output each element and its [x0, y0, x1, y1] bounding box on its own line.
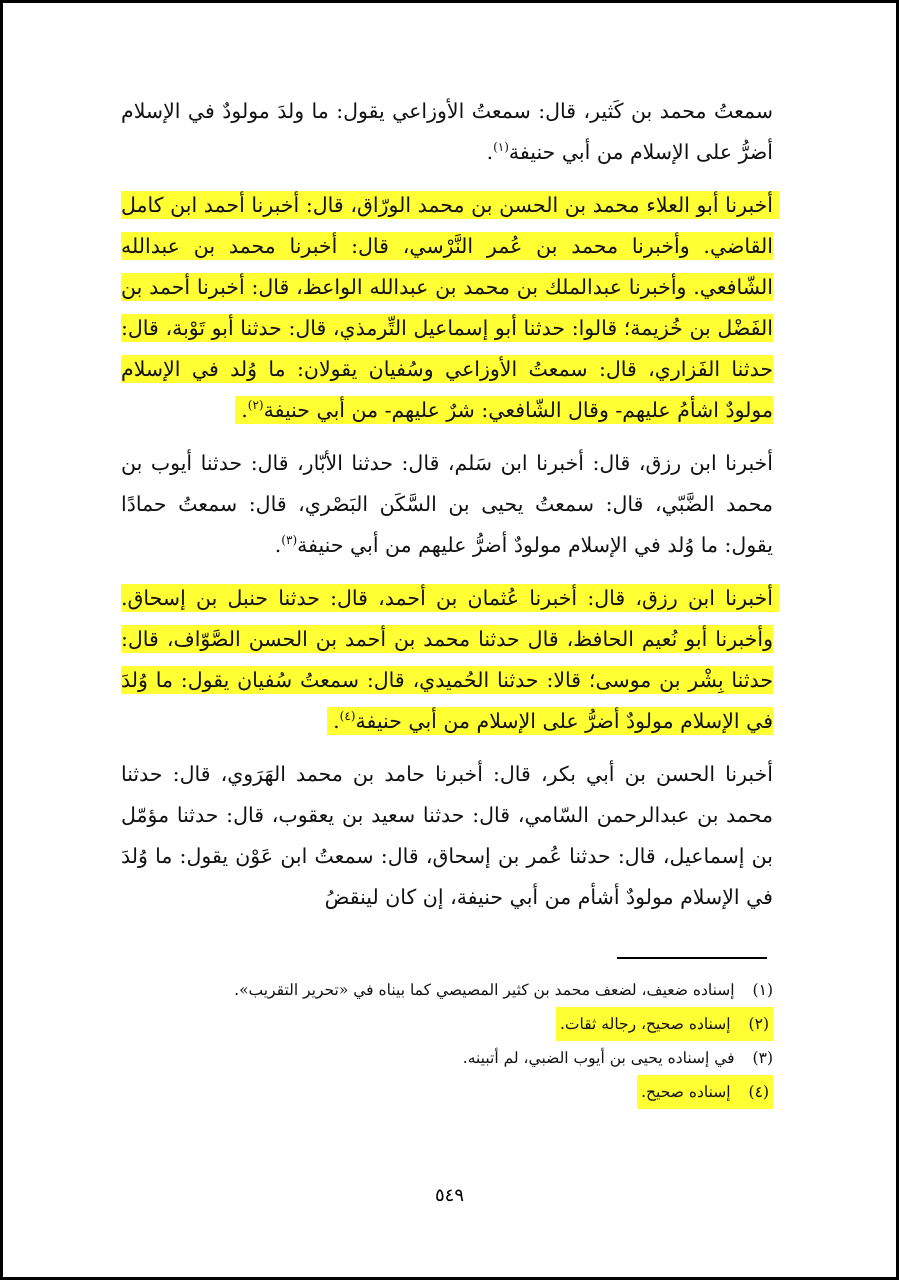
paragraph-4-highlighted: أخبرنا ابن رزق، قال: أخبرنا عُثمان بن أحمد، قال: حدثنا حنبل بن إسحاق. وأخبرنا أبو نُعيم الحافظ، قال حدثنا محمد بن أحمد بن الحسن الصَّوّاف، قال: حدثنا بِشْر بن موسى؛ قالا: حدثنا الحُميدي، قال: سمعتُ سُفيان يقول: ما وُلدَ في الإسلام مولودٌ أضرُّ على الإسلام من أبي حنيفة$^{(٤)}$. — [121, 584, 779, 735]
page-number: ٥٤٩ — [434, 1185, 464, 1206]
footnote-3 — [121, 1041, 773, 1075]
footnote-ref-2[interactable]: (٢) — [247, 398, 264, 413]
footnote-2 — [556, 1007, 773, 1041]
footnote-number: (٣) — [752, 1049, 773, 1067]
footnote-text: في إسناده يحيى بن أيوب الضبي، لم أتبينه. — [462, 1049, 735, 1067]
footnote-4 — [637, 1075, 773, 1109]
footnote-1 — [121, 973, 773, 1007]
footnote-text: إسناده صحيح. — [641, 1075, 730, 1109]
footnote-ref-3[interactable]: (٣) — [281, 533, 298, 548]
paragraph-1-text: سمعتُ محمد بن كَثير، قال: سمعتُ الأوزاعي يقول: ما ولدَ مولودٌ في الإسلام أضرُّ على الإسلام من أبي حنيفة — [121, 99, 773, 164]
footnote-number: (٢) — [749, 1007, 769, 1041]
footnote-ref-1[interactable]: (١) — [493, 140, 509, 155]
paragraph-3: أخبرنا ابن رزق، قال: أخبرنا ابن سَلم، قال: حدثنا الأبّار، قال: حدثنا أيوب بن محمد الضَّبّي، قال: سمعتُ يحيى بن السَّكَن البَصْري، قال: سمعتُ حمادًا يقول: ما وُلد في الإسلام مولودٌ أضرُّ عليهم من أبي حنيفة$^{(٣)}$. — [121, 451, 773, 557]
footnote-text: إسناده ضعيف، لضعف محمد بن كثير المصيصي كما بيناه في «تحرير التقريب». — [234, 981, 735, 999]
paragraph-2-text: أخبرنا أبو العلاء محمد بن الحسن بن محمد الورّاق، قال: أخبرنا أحمد ابن كامل القاضي. وأخبرنا محمد بن عُمر النَّرْسي، قال: أخبرنا محمد بن عبدالله الشّافعي. وأخبرنا عبدالملك بن محمد بن عبدالله الواعظ، قال: أخبرنا أحمد بن الفَضْل بن خُزيمة؛ قالوا: حدثنا أبو إسماعيل التِّرمذي، قال: حدثنا أبو تَوْبة، قال: حدثنا الفَزاري، قال: سمعتُ الأوزاعي وسُفيان يقولان: ما وُلد في الإسلام مولودٌ اشأمُ عليهم- وقال الشّافعي: شرٌ عليهم- من أبي حنيفة — [121, 193, 773, 422]
paragraph-5-text: أخبرنا الحسن بن أبي بكر، قال: أخبرنا حامد بن محمد الهَرَوي، قال: حدثنا محمد بن عبدالرحمن السّامي، قال: حدثنا سعيد بن يعقوب، قال: حدثنا مؤمّل بن إسماعيل، قال: حدثنا عُمر بن إسحاق، قال: سمعتُ ابن عَوْن يقول: ما وُلدَ في الإسلام مولودٌ أشأم من أبي حنيفة، إن كان لينقضُ — [121, 762, 773, 909]
footnote-text: إسناده صحيح، رجاله ثقات. — [560, 1007, 731, 1041]
paragraph-1: سمعتُ محمد بن كَثير، قال: سمعتُ الأوزاعي يقول: ما ولدَ مولودٌ في الإسلام أضرُّ على الإسلام من أبي حنيفة$^{(١)}$. — [121, 99, 773, 164]
paragraph-2 — [121, 185, 773, 431]
paragraph-3-text: أخبرنا ابن رزق، قال: أخبرنا ابن سَلم، قال: حدثنا الأبّار، قال: حدثنا أيوب بن محمد الضَّبّي، قال: سمعتُ يحيى بن السَّكَن البَصْري، قال: سمعتُ حمادًا يقول: ما وُلد في الإسلام مولودٌ أضرُّ عليهم من أبي حنيفة — [121, 451, 773, 557]
footnote-ref-4[interactable]: (٤) — [339, 709, 356, 724]
footnote-number: (١) — [752, 981, 773, 999]
paragraph-2-highlighted: أخبرنا أبو العلاء محمد بن الحسن بن محمد الورّاق، قال: أخبرنا أحمد ابن كامل القاضي. وأخبرنا محمد بن عُمر النَّرْسي، قال: أخبرنا محمد بن عبدالله الشّافعي. وأخبرنا عبدالملك بن محمد بن عبدالله الواعظ، قال: أخبرنا أحمد بن الفَضْل بن خُزيمة؛ قالوا: حدثنا أبو إسماعيل التِّرمذي، قال: حدثنا أبو تَوْبة، قال: حدثنا الفَزاري، قال: سمعتُ الأوزاعي وسُفيان يقولان: ما وُلد في الإسلام مولودٌ اشأمُ عليهم- وقال الشّافعي: شرٌ عليهم- من أبي حنيفة$^{(٢)}$. — [121, 191, 779, 424]
footnotes — [121, 973, 773, 1109]
paragraph-4-text: أخبرنا ابن رزق، قال: أخبرنا عُثمان بن أحمد، قال: حدثنا حنبل بن إسحاق. وأخبرنا أبو نُعيم الحافظ، قال حدثنا محمد بن أحمد بن الحسن الصَّوّاف، قال: حدثنا بِشْر بن موسى؛ قالا: حدثنا الحُميدي، قال: سمعتُ سُفيان يقول: ما وُلدَ في الإسلام مولودٌ أضرُّ على الإسلام من أبي حنيفة — [121, 586, 773, 733]
footnote-number: (٤) — [749, 1075, 769, 1109]
paragraph-4 — [121, 578, 773, 742]
paragraph-5 — [121, 754, 773, 918]
footnote-separator — [617, 957, 767, 959]
main-text — [121, 91, 773, 930]
